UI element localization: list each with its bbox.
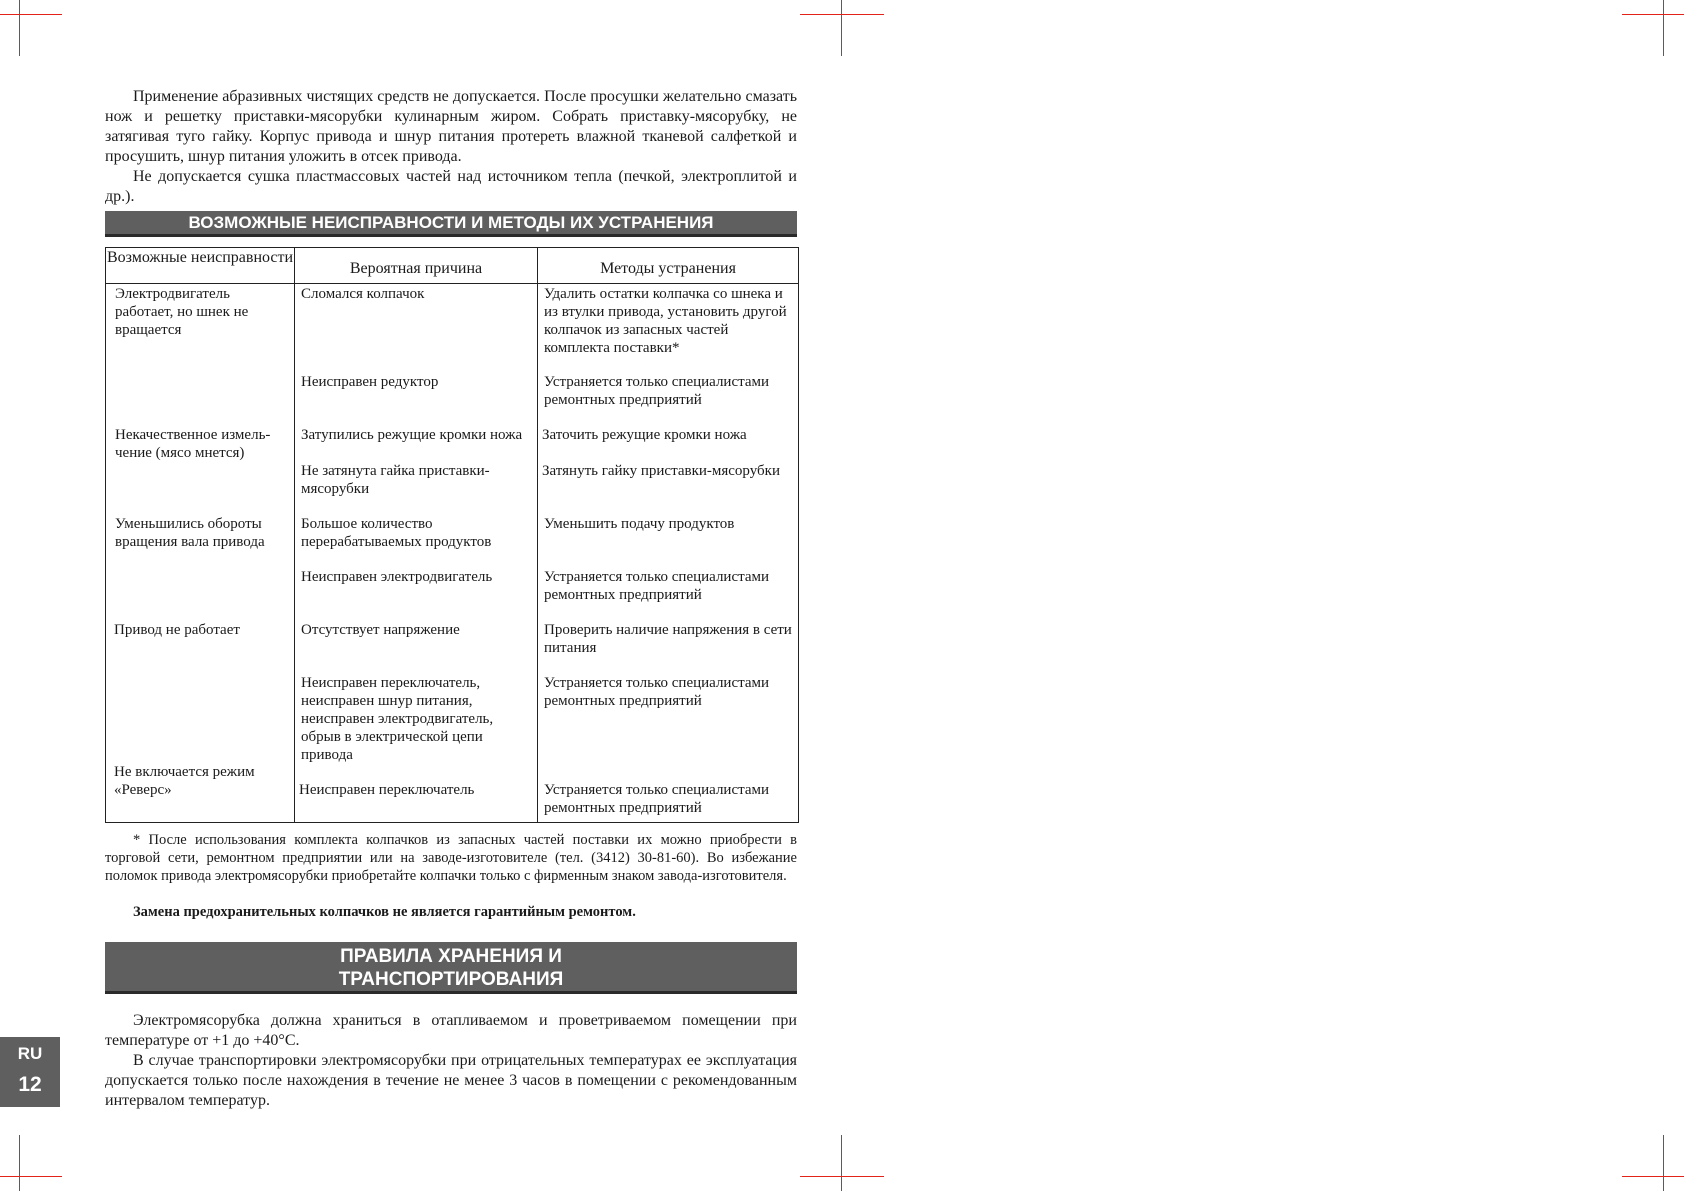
storage-paragraph: Электромясорубка должна храниться в отапливаемом и проветриваемом помещении при температуре от +1 до +40°С. bbox=[105, 1012, 797, 1049]
storage-paragraph: В случае транспортировки электромясорубки при отрицательных температурах ее эксплуатация допускается только после нахождения в течение не менее 3 часов в помещении с рекомендованным интервалом температур. bbox=[105, 1052, 797, 1109]
column-header-cause: Вероятная причина bbox=[349, 260, 483, 277]
page-number: 12 bbox=[18, 1073, 42, 1096]
table-cell-cause: Неисправен электродвигатель bbox=[301, 569, 493, 585]
section-heading-troubleshooting: ВОЗМОЖНЫЕ НЕИСПРАВНОСТИ И МЕТОДЫ ИХ УСТРАНЕНИЯ bbox=[105, 211, 797, 237]
table-cell-remedy: Устраняется только специалистами ремонтных предприятий bbox=[544, 675, 770, 709]
table-cell-cause: Неисправен переключатель bbox=[299, 782, 475, 798]
intro-section bbox=[105, 87, 797, 207]
page-side-tab bbox=[0, 1037, 60, 1107]
table-cell-remedy: Устраняется только специалистами ремонтных предприятий bbox=[544, 569, 770, 603]
table-cell-remedy: Удалить остатки колпачка со шнека и из втулки привода, установить другой колпачок из запасных частей комплекта поставки* bbox=[544, 286, 787, 356]
table-cell-remedy: Затянуть гайку приставки-мясорубки bbox=[542, 463, 780, 479]
intro-paragraph: Не допускается сушка пластмассовых частей над источником тепла (печкой, электроплитой и др.). bbox=[105, 168, 797, 205]
table-cell-fault: Привод не работает bbox=[114, 622, 240, 638]
table-cell-cause: Затупились режущие кромки ножа bbox=[301, 427, 523, 443]
table-cell-remedy: Уменьшить подачу продуктов bbox=[544, 516, 735, 532]
storage-section bbox=[105, 1011, 797, 1111]
intro-paragraph: Применение абразивных чистящих средств не допускается. После просушки желательно смазать нож и решетку приставки-мясорубки кулинарным жиром. Собрать приставку-мясорубку, не затягивая туго гайку. Корпус привода и шнур питания протереть влажной тканевой салфеткой и просушить, шнур питания уложить в отсек привода. bbox=[105, 88, 797, 165]
language-label: RU bbox=[17, 1044, 43, 1063]
table-cell-cause: Большое количество перерабатываемых продуктов bbox=[301, 516, 492, 550]
table-cell-fault: Не включается режим «Реверс» bbox=[114, 764, 255, 798]
troubleshooting-table bbox=[105, 247, 799, 823]
warranty-note: Замена предохранительных колпачков не является гарантийным ремонтом. bbox=[133, 904, 636, 920]
table-cell-fault: Некачественное измель-чение (мясо мнется) bbox=[115, 427, 271, 461]
table-cell-fault: Уменьшились обороты вращения вала привода bbox=[115, 516, 265, 550]
table-cell-cause: Неисправен редуктор bbox=[301, 374, 439, 390]
table-cell-cause: Отсутствует напряжение bbox=[301, 622, 460, 638]
table-cell-cause: Не затянута гайка приставки-мясорубки bbox=[301, 463, 490, 497]
storage-title-line: ПРАВИЛА ХРАНЕНИЯ И bbox=[340, 946, 562, 967]
table-cell-cause: Сломался колпачок bbox=[301, 286, 425, 302]
table-cell-remedy: Устраняется только специалистами ремонтных предприятий bbox=[544, 374, 770, 408]
footnote: * После использования комплекта колпачков из запасных частей поставки их можно приобрести в торговой сети, ремонтном предприятии или на заводе-изготовителе (тел. (3412) 30-81-60). Во избежание поломок привода электромясорубки приобретайте колпачки только с фирменным знаком завода-изготовителя. bbox=[105, 832, 797, 884]
table-cell-remedy: Проверить наличие напряжения в сети питания bbox=[544, 622, 792, 656]
column-header-fault: Возможные неисправности bbox=[106, 249, 294, 266]
column-header-remedy: Методы устранения bbox=[600, 260, 736, 277]
table-cell-remedy: Устраняется только специалистами ремонтных предприятий bbox=[544, 782, 770, 816]
table-cell-remedy: Заточить режущие кромки ножа bbox=[542, 427, 747, 443]
section-heading-storage bbox=[105, 942, 797, 994]
table-cell-cause: Неисправен переключатель, неисправен шнур питания, неисправен электродвигатель, обрыв в электрической цепи привода bbox=[301, 675, 494, 763]
storage-title-line: ТРАНСПОРТИРОВАНИЯ bbox=[338, 969, 564, 990]
table-cell-fault: Электродвигатель работает, но шнек не вращается bbox=[115, 286, 249, 338]
